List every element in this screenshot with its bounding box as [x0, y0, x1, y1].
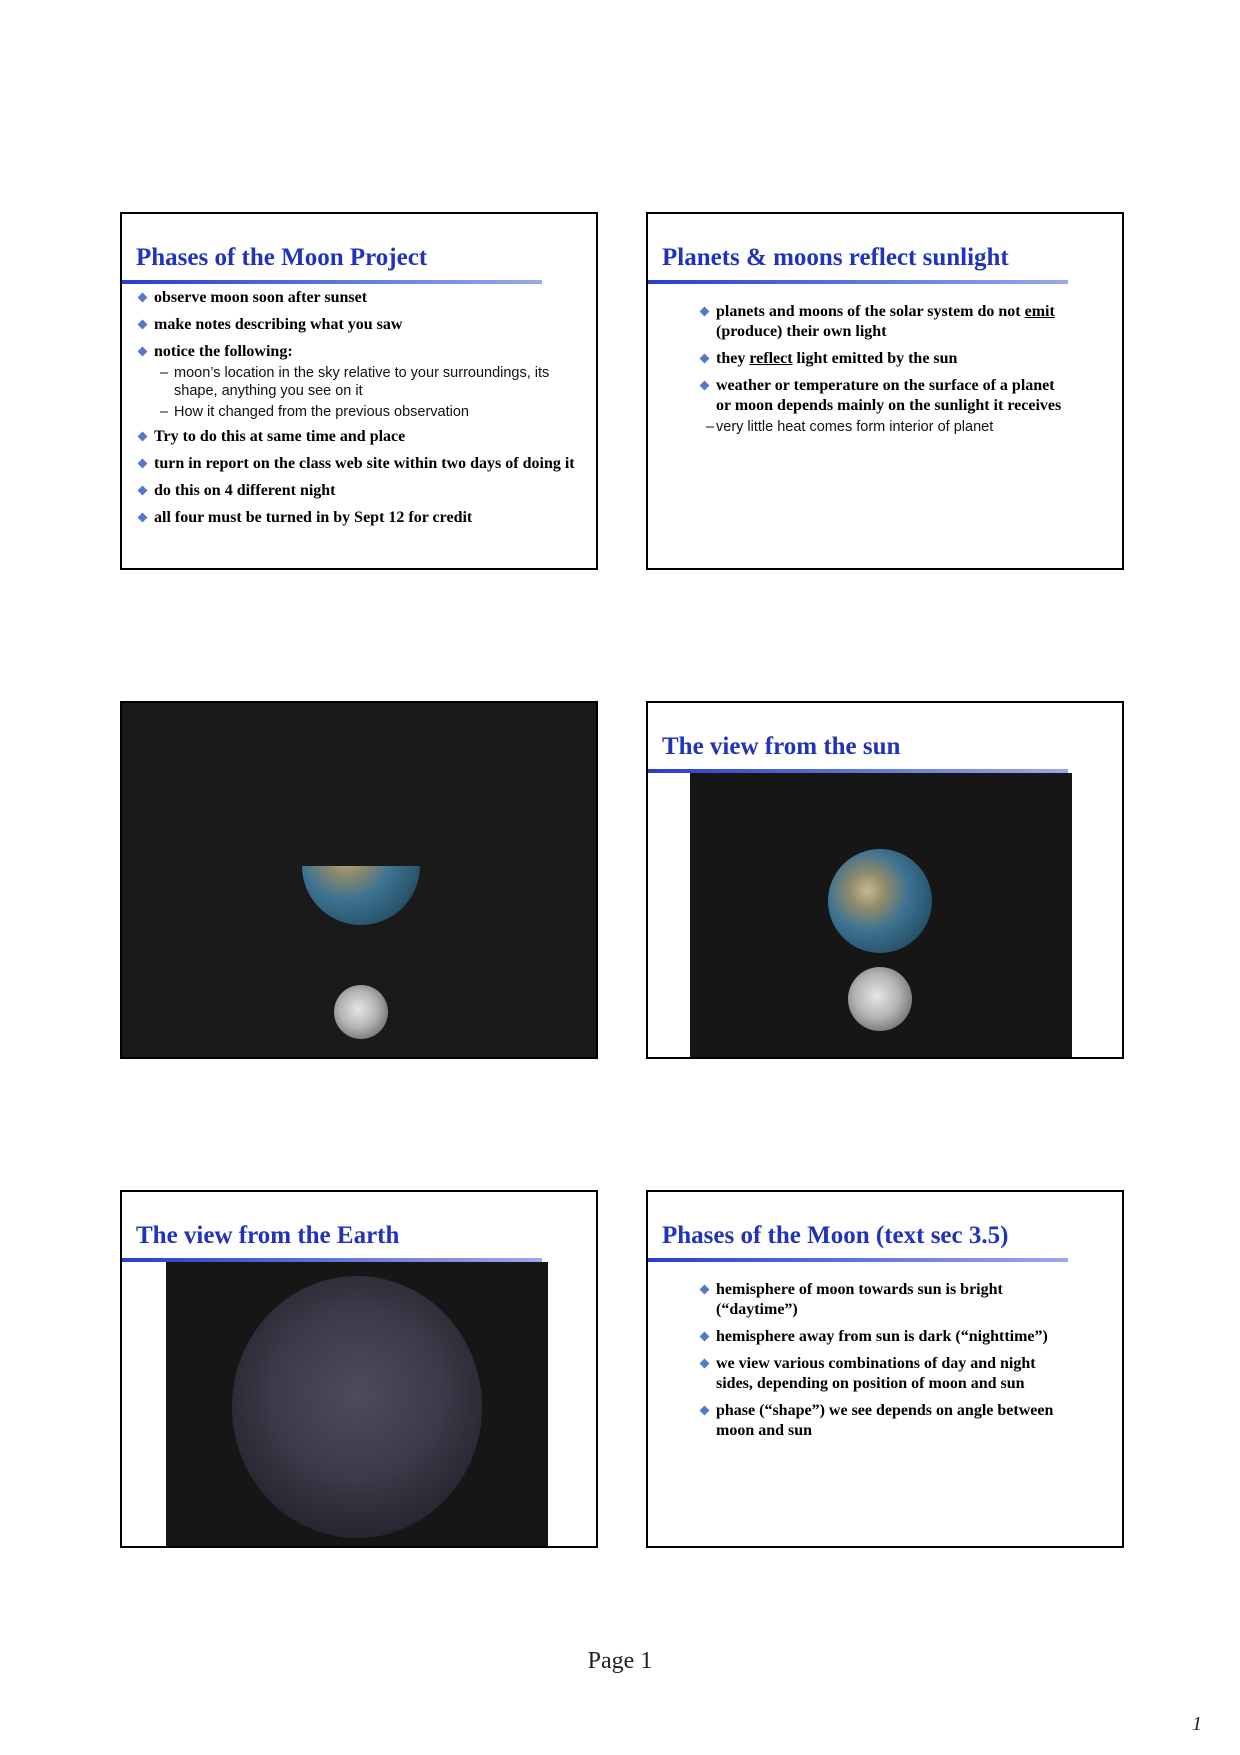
list-item: they reflect light emitted by the sun — [700, 349, 1070, 369]
night-moon-photo — [166, 1262, 548, 1548]
list-item: phase (“shape”) we see depends on angle between moon and sun — [700, 1401, 1070, 1441]
diamond-bullet-icon — [700, 1332, 710, 1342]
list-item: Try to do this at same time and place — [138, 427, 578, 447]
bullet-list — [138, 288, 578, 535]
diamond-bullet-icon — [138, 320, 148, 330]
title-rule — [648, 280, 1068, 284]
list-item: make notes describing what you saw — [138, 315, 578, 335]
list-item: hemisphere of moon towards sun is bright (“daytime”) — [700, 1280, 1070, 1320]
slide-phases-text — [646, 1190, 1124, 1548]
title-rule — [122, 280, 542, 284]
diamond-bullet-icon — [138, 459, 148, 469]
page-number: 1 — [1192, 1713, 1202, 1735]
diamond-bullet-icon — [138, 432, 148, 442]
diamond-bullet-icon — [138, 486, 148, 496]
sub-item: – very little heat comes form interior of planet — [706, 419, 994, 435]
moon-image — [334, 985, 388, 1039]
diamond-bullet-icon — [138, 347, 148, 357]
diamond-bullet-icon — [138, 293, 148, 303]
title-rule — [648, 1258, 1068, 1262]
slide-view-from-earth — [120, 1190, 598, 1548]
earth-image — [828, 849, 932, 953]
diamond-bullet-icon — [700, 354, 710, 364]
slide-title: Phases of the Moon (text sec 3.5) — [662, 1222, 1009, 1249]
list-item: all four must be turned in by Sept 12 for credit — [138, 508, 578, 528]
bullet-list — [700, 1280, 1070, 1448]
list-item: hemisphere away from sun is dark (“nighttime”) — [700, 1327, 1070, 1347]
slide-earth-moon-image — [120, 701, 598, 1059]
list-item: do this on 4 different night — [138, 481, 578, 501]
slide-title: The view from the sun — [662, 733, 901, 760]
list-item: observe moon soon after sunset — [138, 288, 578, 308]
earth-image — [302, 807, 420, 925]
moon-image — [848, 967, 912, 1031]
diamond-bullet-icon — [700, 1359, 710, 1369]
diamond-bullet-icon — [700, 381, 710, 391]
list-item: notice the following: — [138, 342, 578, 362]
sub-item: – How it changed from the previous observation — [160, 404, 469, 420]
bullet-list — [700, 302, 1070, 439]
earth-moon-photo — [690, 773, 1072, 1059]
diamond-bullet-icon — [700, 307, 710, 317]
sub-item: – moon’s location in the sky relative to your surroundings, its shape, anything you see on it — [160, 365, 550, 399]
slide-title: The view from the Earth — [136, 1222, 400, 1249]
slide-title: Planets & moons reflect sunlight — [662, 244, 1009, 271]
list-item: weather or temperature on the surface of a planet or moon depends mainly on the sunlight it receives — [700, 376, 1070, 416]
diamond-bullet-icon — [700, 1285, 710, 1295]
diamond-bullet-icon — [700, 1406, 710, 1416]
slide-phases-project — [120, 212, 598, 570]
slide-title: Phases of the Moon Project — [136, 244, 428, 271]
list-item: we view various combinations of day and night sides, depending on position of moon and sun — [700, 1354, 1070, 1394]
page-label: Page 1 — [587, 1648, 653, 1674]
diamond-bullet-icon — [138, 513, 148, 523]
moon-image — [232, 1276, 482, 1538]
list-item: turn in report on the class web site within two days of doing it — [138, 454, 578, 474]
list-item: planets and moons of the solar system do not emit (produce) their own light — [700, 302, 1070, 342]
slide-reflect-sunlight — [646, 212, 1124, 570]
slide-view-from-sun — [646, 701, 1124, 1059]
